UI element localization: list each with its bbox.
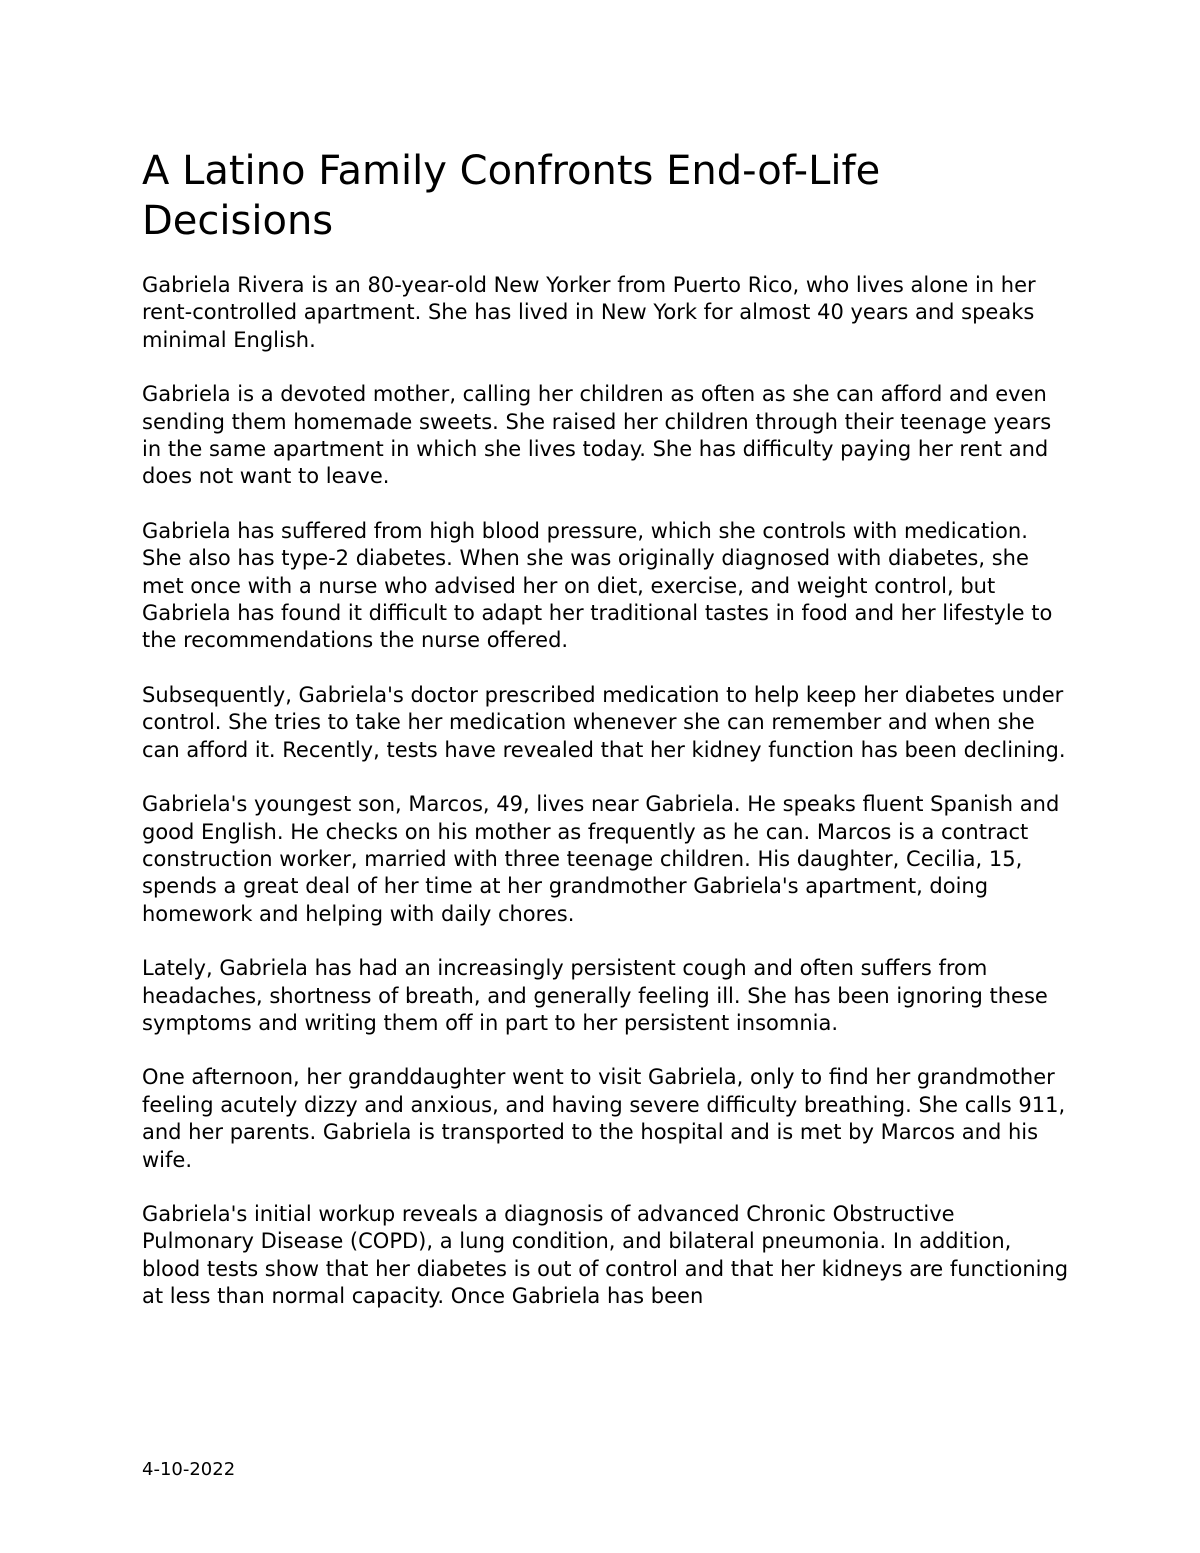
document-body <box>142 146 1072 1311</box>
paragraph-4: Subsequently, Gabriela's doctor prescribed medication to help keep her diabetes under control. She tries to take her medication whenever she can remember and when she can afford it. Recently, tests have revealed that her kidney function has been declining. <box>142 682 1066 762</box>
document-title: A Latino Family Confronts End-of-Life Decisions <box>142 148 881 244</box>
paragraph-8: Gabriela's initial workup reveals a diagnosis of advanced Chronic Obstructive Pulmonary Disease (COPD), a lung condition, and bilateral pneumonia. In addition, blood tests show that her diabetes is out of control and that her kidneys are functioning at less than normal capacity. Once Gabriela has been <box>142 1201 1069 1309</box>
paragraph-5: Gabriela's youngest son, Marcos, 49, lives near Gabriela. He speaks fluent Spanish and good English. He checks on his mother as frequently as he can. Marcos is a contract construction worker, married with three teenage children. His daughter, Cecilia, 15, spends a great deal of her time at her grandmother Gabriela's apartment, doing homework and helping with daily chores. <box>142 792 1060 926</box>
paragraph-6: Lately, Gabriela has had an increasingly persistent cough and often suffers from headaches, shortness of breath, and generally feeling ill. She has been ignoring these symptoms and writing them off in part to her persistent insomnia. <box>142 956 1048 1035</box>
paragraph-2: Gabriela is a devoted mother, calling her children as often as she can afford and even sending them homemade sweets. She raised her children through their teenage years in the same apartment in which she lives today. She has difficulty paying her rent and does not want to leave. <box>142 382 1052 489</box>
paragraph-1: Gabriela Rivera is an 80-year-old New Yorker from Puerto Rico, who lives alone in her rent-controlled apartment. She has lived in New York for almost 40 years and speaks minimal English. <box>142 273 1036 352</box>
paragraph-7: One afternoon, her granddaughter went to visit Gabriela, only to find her grandmother feeling acutely dizzy and anxious, and having severe difficulty breathing. She calls 911, and her parents. Gabriela is transported to the hospital and is met by Marcos and his wife. <box>142 1065 1066 1172</box>
paragraph-3: Gabriela has suffered from high blood pressure, which she controls with medication. She also has type-2 diabetes. When she was originally diagnosed with diabetes, she met once with a nurse who advised her on diet, exercise, and weight control, but Gabriela has found it difficult to adapt her traditional tastes in food and her lifestyle to the recommendations the nurse offered. <box>142 518 1053 653</box>
footer-date: 4-10-2022 <box>142 1459 236 1480</box>
